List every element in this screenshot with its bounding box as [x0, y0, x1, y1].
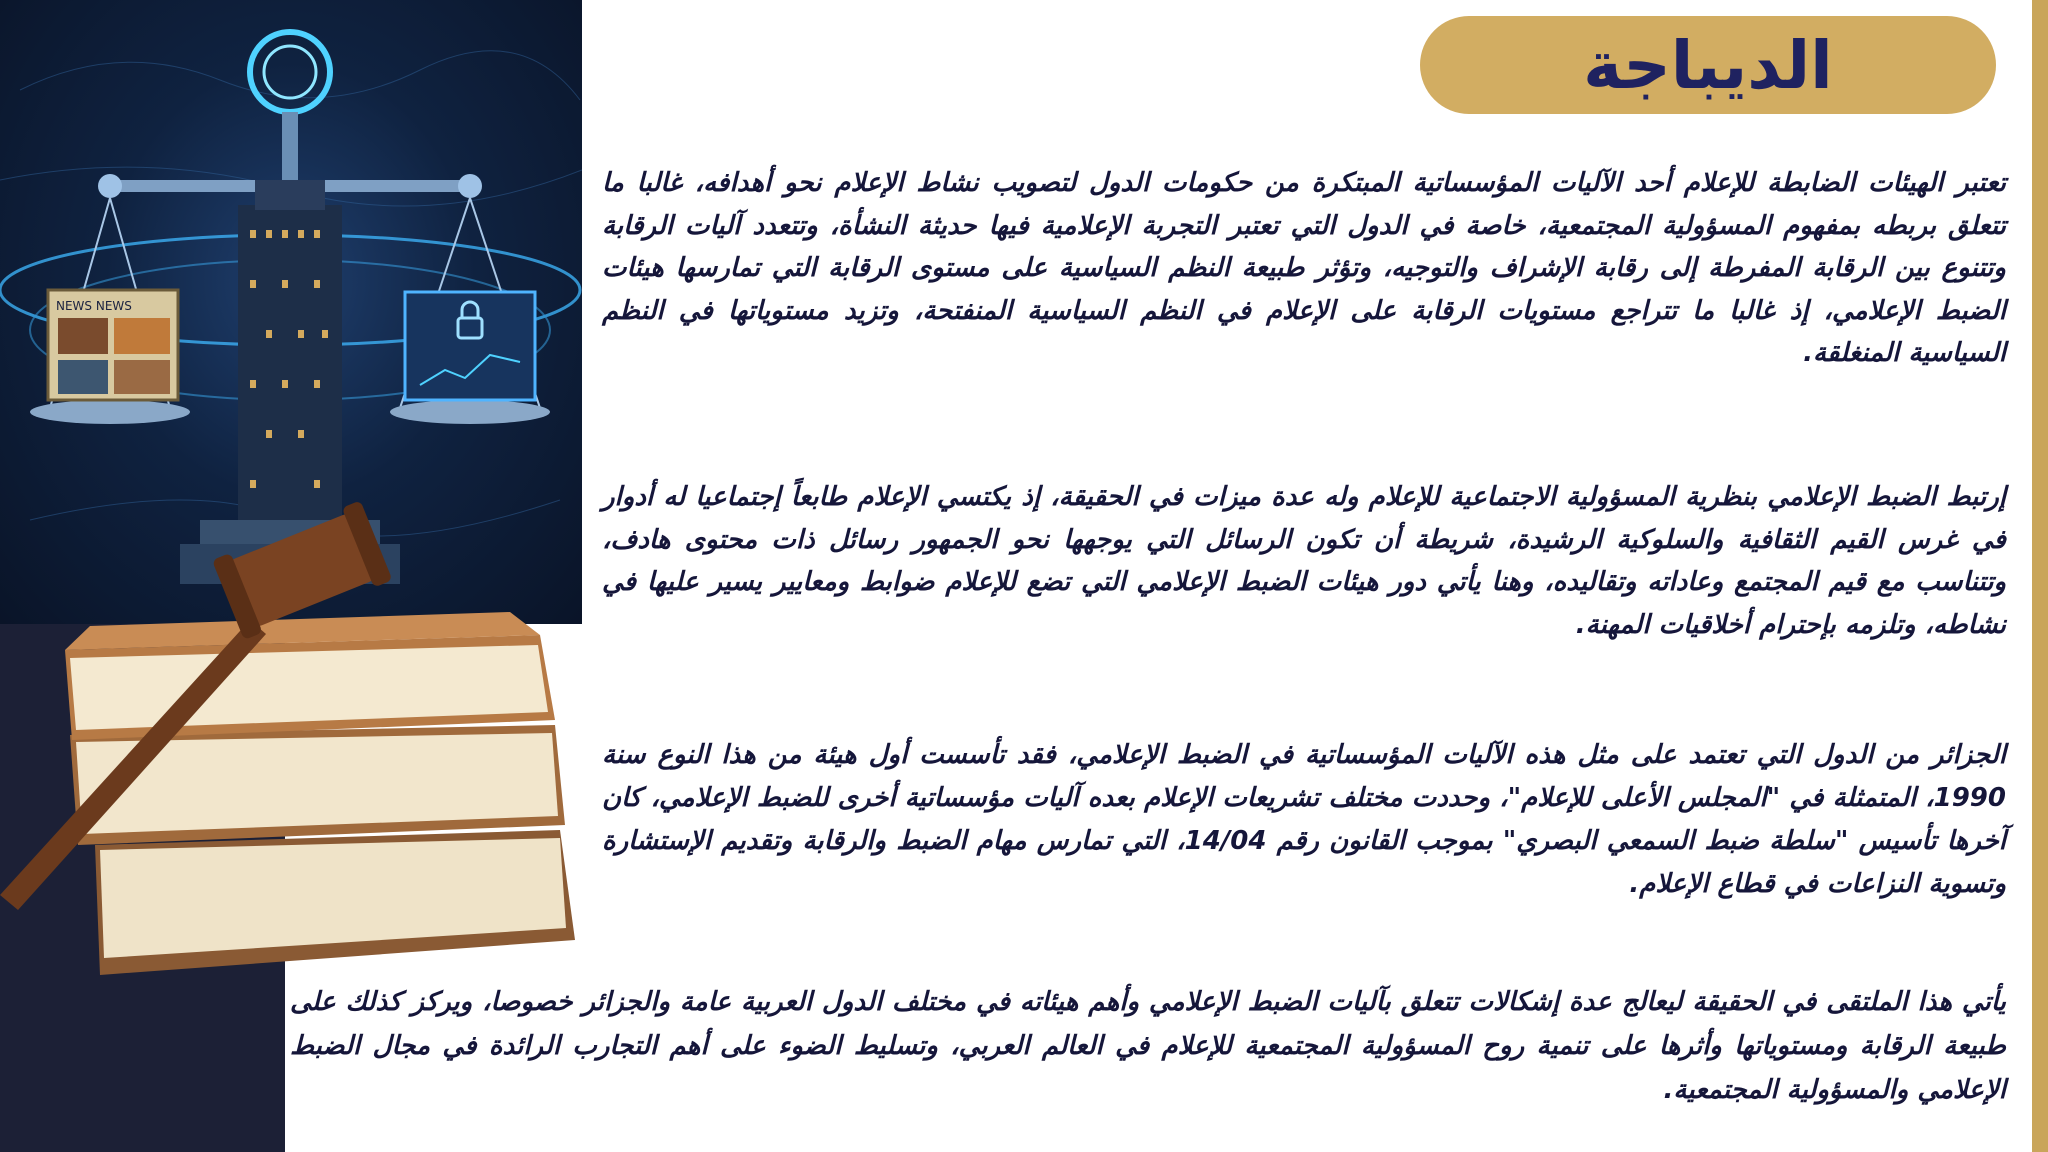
- page-title: الديباجة: [1583, 26, 1833, 104]
- books-and-gavel-image: [0, 500, 580, 980]
- paragraph-social-responsibility: إرتبط الضبط الإعلامي بنظرية المسؤولية الاجتماعية للإعلام وله عدة ميزات في الحقيقة، إذ يكتسي الإعلام طابعاً إجتماعيا له أدوار في غرس القيم الثقافية والسلوكية الرشيدة، شريطة أن تكون الرسائل التي يوجهها نحو الجمهور رسائل ذات محتوى هادف، وتتناسب مع قيم المجتمع وعاداته وتقاليده، وهنا يأتي دور هيئات الضبط الإعلامي التي تضع للإعلام ضوابط ومعايير يسير عليها في نشاطه، وتلزمه بإحترام أخلاقيات المهنة.: [602, 482, 2006, 640]
- paragraph-algeria: الجزائر من الدول التي تعتمد على مثل هذه الآليات المؤسساتية في الضبط الإعلامي، فقد تأسست أول هيئة من هذا النوع سنة 1990، المتمثلة في "المجلس الأعلى للإعلام"، وحددت مختلف تشريعات الإعلام بعده آليات مؤسساتية أخرى للضبط الإعلامي، كان آخرها تأسيس "سلطة ضبط السمعي البصري" بموجب القانون رقم 14/04، التي تمارس مهام الضبط والرقابة وتقديم الإستشارة وتسوية النزاعات في قطاع الإعلام.: [602, 740, 2007, 899]
- gold-edge-stripe: [2032, 0, 2048, 1152]
- title-banner: [1420, 16, 1996, 114]
- news-screen-label: NEWS NEWS: [56, 299, 132, 313]
- paragraph-intro: تعتبر الهيئات الضابطة للإعلام أحد الآليات المؤسساتية المبتكرة من حكومات الدول لتصويب نشاط الإعلام نحو أهدافه، غالبا ما تتعلق بربطه بمفهوم المسؤولية المجتمعية، خاصة في الدول التي تعتبر التجربة الإعلامية فيها حديثة النشأة، وتتعدد آليات الرقابة وتتنوع بين الرقابة المفرطة إلى رقابة الإشراف والتوجيه، وتؤثر طبيعة النظم السياسية على مستوى الرقابة التي تمارسها هيئات الضبط الإعلامي، إذ غالبا ما تتراجع مستويات الرقابة على الإعلام في النظم السياسية المنفتحة، وتزيد مستوياتها في النظم السياسية المنغلقة.: [602, 168, 2006, 369]
- paragraph-conference-aims: يأتي هذا الملتقى في الحقيقة ليعالج عدة إشكالات تتعلق بآليات الضبط الإعلامي وأهم هيئاته في مختلف الدول العربية عامة والجزائر خصوصا، ويركز كذلك على طبيعة الرقابة ومستوياتها وأثرها على تنمية روح المسؤولية المجتمعية للإعلام في العالم العربي، وتسليط الضوء على أهم التجارب الرائدة في مجال الضبط الإعلامي والمسؤولية المجتمعية.: [290, 987, 2007, 1105]
